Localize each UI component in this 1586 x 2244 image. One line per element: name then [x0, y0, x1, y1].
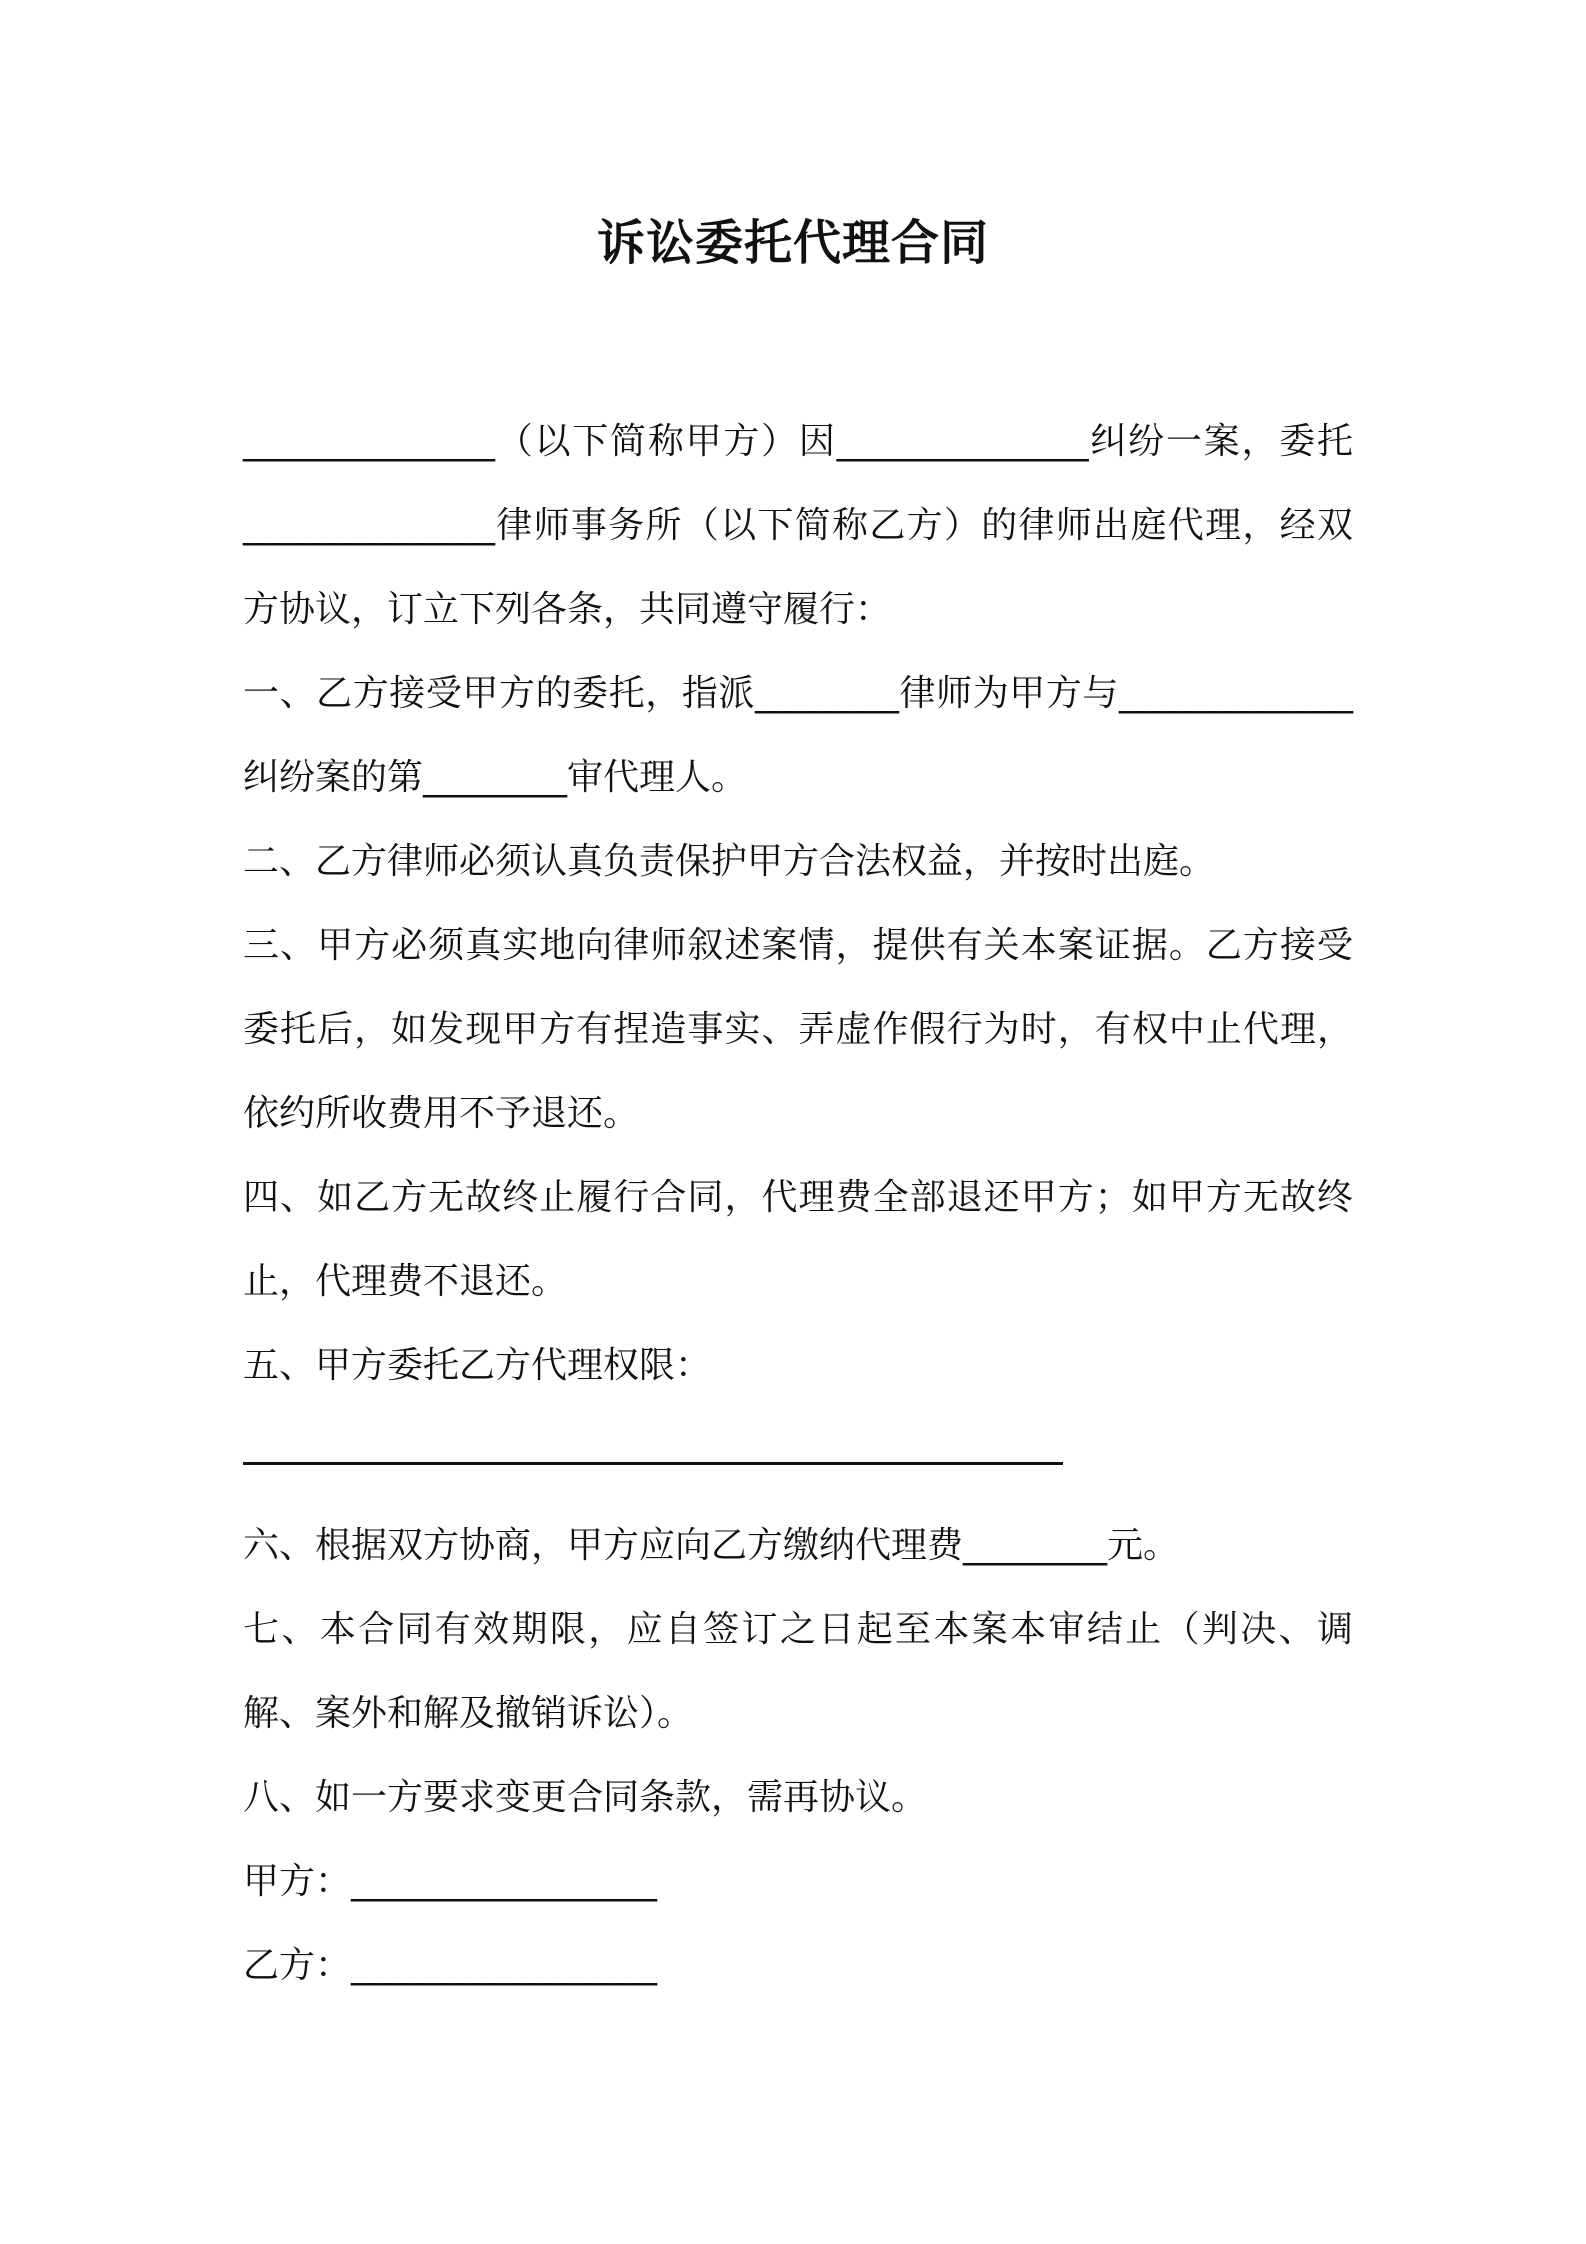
underline-rule — [243, 1462, 1063, 1465]
clause-8: 八、如一方要求变更合同条款，需再协议。 — [243, 1777, 928, 1818]
clause-1: 一、乙方接受甲方的委托，指派________律师为甲方与_____________纠纷案的第________审代理人。 — [243, 673, 1353, 798]
clause-5: 五、甲方委托乙方代理权限： — [243, 1345, 712, 1386]
clause-2: 二、乙方律师必须认真负责保护甲方合法权益，并按时出庭。 — [243, 841, 1216, 882]
authority-blank-line — [243, 1420, 1353, 1504]
clause-7: 七、本合同有效期限，应自签订之日起至本案本审结止（判决、调解、案外和解及撤销诉讼）。 — [243, 1609, 1353, 1734]
party-a-signature: 甲方：_________________ — [243, 1861, 658, 1902]
clause-3: 三、甲方必须真实地向律师叙述案情，提供有关本案证据。乙方接受委托后，如发现甲方有捏造事实、弄虚作假行为时，有权中止代理，依约所收费用不予退还。 — [243, 925, 1353, 1134]
clause-6: 六、根据双方协商，甲方应向乙方缴纳代理费________元。 — [243, 1525, 1180, 1566]
document-body — [243, 400, 1353, 2008]
intro-paragraph: ______________（以下简称甲方）因______________纠纷一案，委托______________律师事务所（以下简称乙方）的律师出庭代理，经双方协议，订立下列各条，共同遵守履行： — [243, 421, 1353, 630]
clause-4: 四、如乙方无故终止履行合同，代理费全部退还甲方；如甲方无故终止，代理费不退还。 — [243, 1177, 1353, 1302]
document-title: 诉讼委托代理合同 — [596, 215, 989, 271]
party-b-signature: 乙方：_________________ — [243, 1945, 658, 1986]
